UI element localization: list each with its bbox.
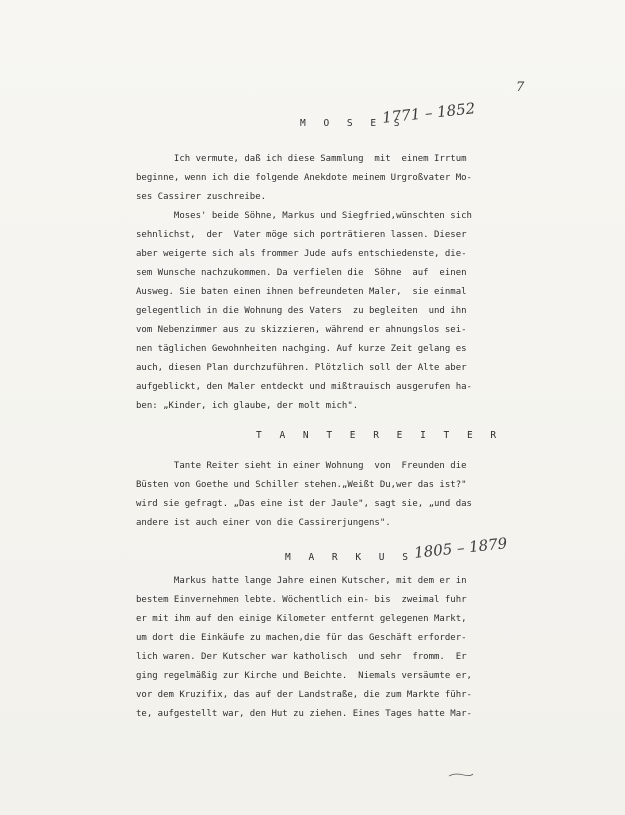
text-line: lich waren. Der Kutscher war katholisch und sehr fromm. Er (136, 652, 467, 662)
handwritten-dates-moses: 1771 – 1852 (381, 99, 477, 127)
text-line: Markus hatte lange Jahre einen Kutscher, mit dem er in (136, 576, 467, 586)
text-line: ging regelmäßig zur Kirche und Beichte. Niemals versäumte er, (136, 671, 472, 681)
text-line: um dort die Einkäufe zu machen,die für das Geschäft erforder- (136, 633, 467, 643)
text-line: aber weigerte sich als frommer Jude aufs entschiedenste, die- (136, 249, 467, 259)
section-title-moses: M O S E S (300, 118, 406, 129)
text-line: vor dem Kruzifix, das auf der Landstraße, die zum Markte führ- (136, 690, 472, 700)
text-line: sem Wunsche nachzukommen. Da verfielen die Söhne auf einen (136, 268, 467, 278)
text-line: beginne, wenn ich die folgende Anekdote meinem Urgroßvater Mo- (136, 173, 472, 183)
text-line: te, aufgestellt war, den Hut zu ziehen. Eines Tages hatte Mar- (136, 709, 472, 719)
pencil-mark-icon (448, 772, 474, 778)
text-line: Ich vermute, daß ich diese Sammlung mit einem Irrtum (136, 154, 467, 164)
handwritten-dates-markus: 1805 – 1879 (413, 534, 509, 562)
paragraph-moses (136, 150, 516, 416)
text-line: er mit ihm auf den einige Kilometer entfernt gelegenen Markt, (136, 614, 467, 624)
text-line: bestem Einvernehmen lebte. Wöchentlich ein- bis zweimal fuhr (136, 595, 467, 605)
text-line: sehnlichst, der Vater möge sich porträtieren lassen. Dieser (136, 230, 467, 240)
page-number: 7 (516, 80, 525, 95)
text-line: auch, diesen Plan durchzuführen. Plötzlich soll der Alte aber (136, 363, 467, 373)
paragraph-tante-reiter (136, 457, 516, 533)
text-line: gelegentlich in die Wohnung des Vaters zu begleiten und ihn (136, 306, 467, 316)
text-line: ben: „Kinder, ich glaube, der molt mich". (136, 401, 359, 411)
paragraph-markus (136, 572, 516, 724)
text-line: aufgeblickt, den Maler entdeckt und mißtrauisch ausgerufen ha- (136, 382, 472, 392)
text-line: nen täglichen Gewohnheiten nachging. Auf kurze Zeit gelang es (136, 344, 467, 354)
section-title-tante-reiter: T A N T E R E I T E R (256, 430, 503, 441)
text-line: Tante Reiter sieht in einer Wohnung von Freunden die (136, 461, 467, 471)
section-title-markus: M A R K U S (285, 552, 414, 563)
text-line: Büsten von Goethe und Schiller stehen.„Weißt Du,wer das ist?" (136, 480, 467, 490)
text-line: ses Cassirer zuschreibe. (136, 192, 267, 202)
text-line: Ausweg. Sie baten einen ihnen befreundeten Maler, sie einmal (136, 287, 467, 297)
text-line: andere ist auch einer von die Cassirerjungens". (136, 518, 391, 528)
text-line: wird sie gefragt. „Das eine ist der Jaule", sagt sie, „und das (136, 499, 472, 509)
text-line: Moses' beide Söhne, Markus und Siegfried,wünschten sich (136, 211, 472, 221)
text-line: vom Nebenzimmer aus zu skizzieren, während er ahnungslos sei- (136, 325, 467, 335)
